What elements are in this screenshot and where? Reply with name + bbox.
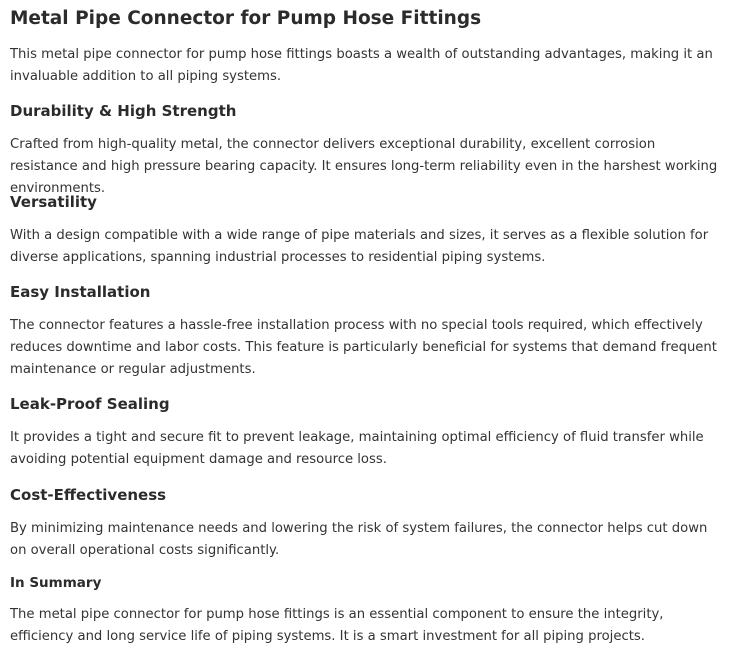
section-heading-installation: Easy Installation: [10, 283, 151, 301]
section-body-durability: Crafted from high-quality metal, the connector delivers exceptional durability, excellent corrosion resistance and high pressure bearing capacity. It ensures long-term reliability even in the harshest working environments.: [10, 137, 718, 196]
section-body-cost: By minimizing maintenance needs and lowering the risk of system failures, the connector helps cut down on overall operational costs significantly.: [10, 521, 708, 558]
section-body-versatility: With a design compatible with a wide range of pipe materials and sizes, it serves as a flexible solution for diverse applications, spanning industrial processes to residential piping systems.: [10, 228, 709, 265]
section-heading-versatility: Versatility: [10, 193, 97, 211]
intro-paragraph: This metal pipe connector for pump hose fittings boasts a wealth of outstanding advantages, making it an invaluable addition to all piping systems.: [10, 47, 713, 84]
section-body-installation: The connector features a hassle-free installation process with no special tools required, which effectively reduces downtime and labor costs. This feature is particularly beneficial for systems that demand frequent maintenance or regular adjustments.: [10, 318, 717, 377]
section-heading-durability: Durability & High Strength: [10, 102, 237, 120]
summary-heading: In Summary: [10, 575, 102, 591]
section-body-sealing: It provides a tight and secure fit to prevent leakage, maintaining optimal efficiency of fluid transfer while avoiding potential equipment damage and resource loss.: [10, 430, 704, 467]
section-heading-sealing: Leak-Proof Sealing: [10, 395, 170, 413]
article-title: Metal Pipe Connector for Pump Hose Fittings: [10, 8, 482, 29]
section-heading-cost: Cost-Effectiveness: [10, 486, 167, 504]
summary-body: The metal pipe connector for pump hose fittings is an essential component to ensure the integrity, efficiency and long service life of piping systems. It is a smart investment for all piping projects.: [10, 607, 664, 644]
